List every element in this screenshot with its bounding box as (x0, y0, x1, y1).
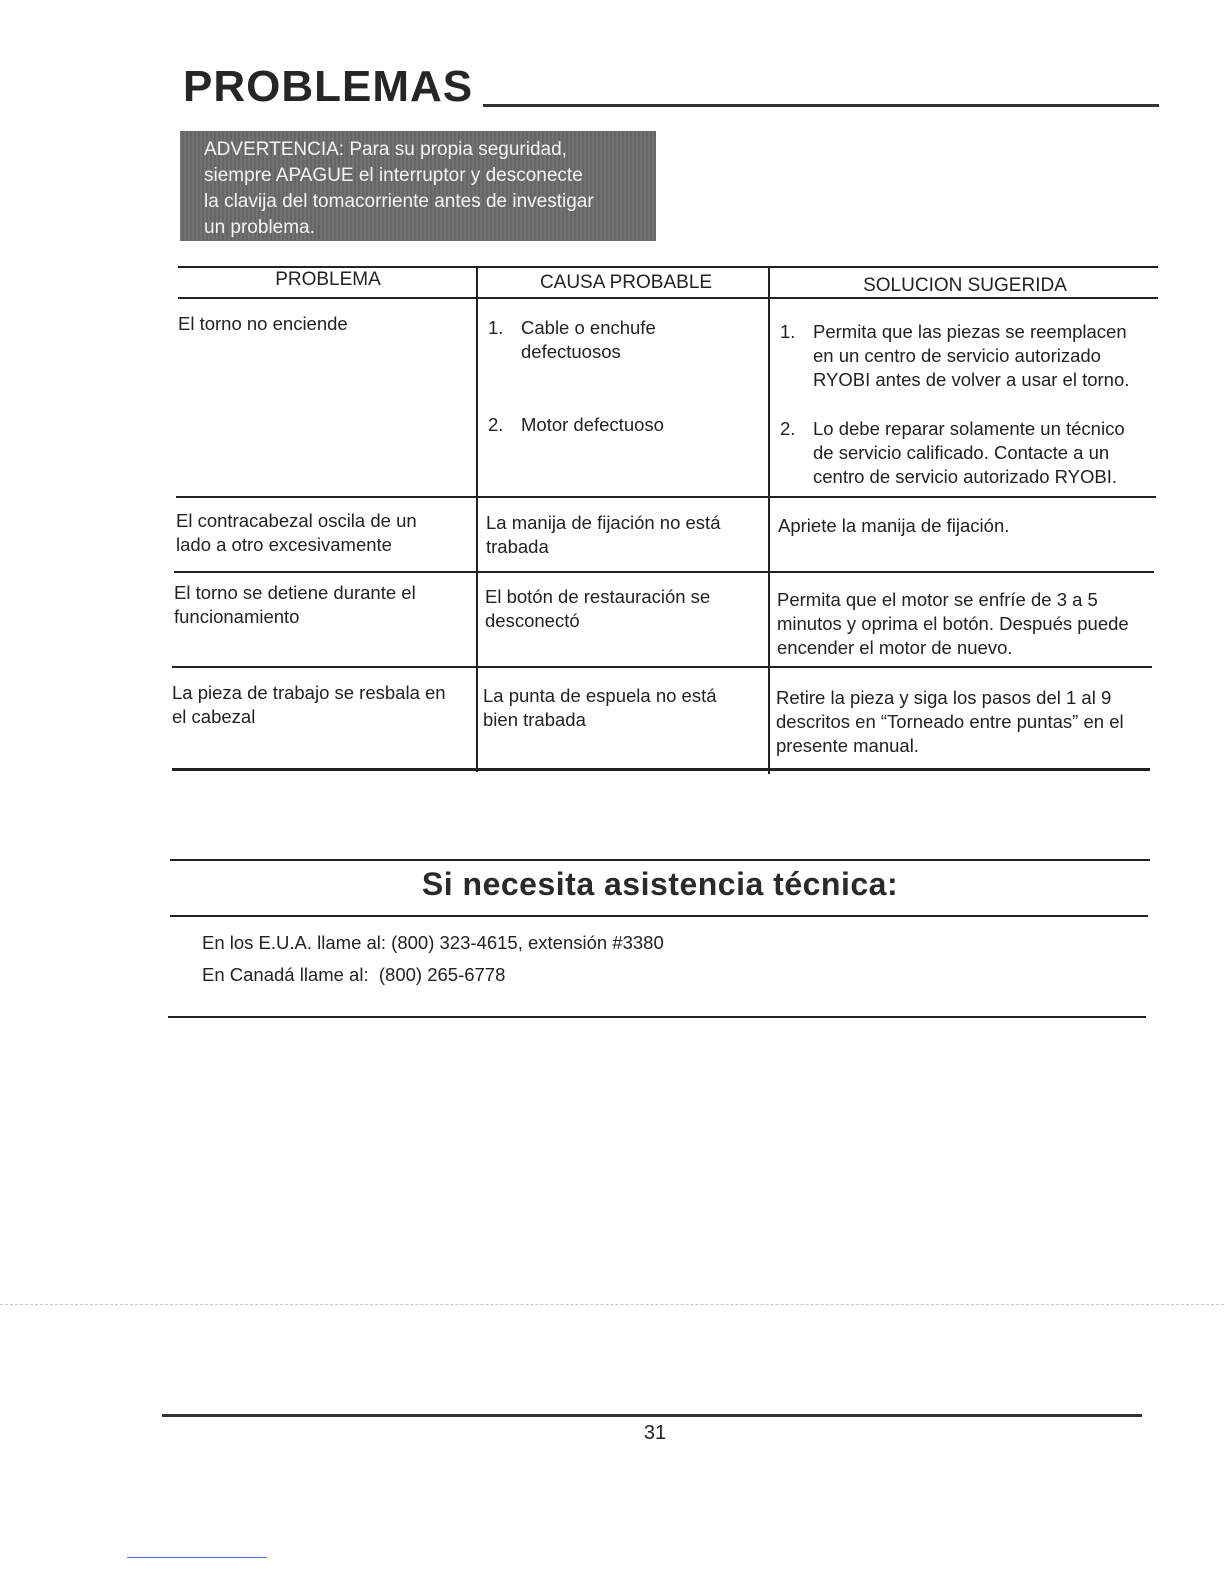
solution-item (780, 417, 1158, 491)
header-solucion-sugerida: SOLUCION SUGERIDA (863, 275, 1067, 296)
problem-cell (172, 681, 472, 729)
warning-line: un problema. (204, 217, 315, 238)
solution-text: Permita que el motor se enfríe de 3 a 5 (777, 589, 1098, 610)
scan-artifact-mark (127, 1557, 267, 1558)
item-number: 2. (780, 418, 796, 439)
cause-text: defectuosos (521, 341, 621, 362)
cause-text: bien trabada (483, 709, 586, 730)
solution-text: minutos y oprima el botón. Después puede (777, 613, 1129, 634)
cause-text: El botón de restauración se (485, 586, 711, 607)
cause-text: Motor defectuoso (521, 414, 664, 435)
solution-text: Lo debe reparar solamente un técnico (813, 418, 1125, 439)
cause-item (488, 316, 758, 366)
solution-text: RYOBI antes de volver a usar el torno. (813, 369, 1130, 390)
column-divider (476, 266, 478, 772)
problem-text: el cabezal (172, 706, 256, 727)
problem-text: El contracabezal oscila de un (176, 510, 417, 531)
row-rule (174, 571, 1154, 573)
solution-text: centro de servicio autorizado RYOBI. (813, 466, 1118, 487)
header-problema: PROBLEMA (275, 269, 381, 290)
canada-phone-line: En Canadá llame al: (800) 265-6778 (202, 964, 506, 985)
problem-cell (176, 509, 472, 557)
page-title: PROBLEMAS (183, 62, 474, 111)
problem-text: El torno se detiene durante el (174, 582, 416, 603)
solution-cell (776, 686, 1154, 758)
item-number: 1. (780, 321, 796, 342)
solution-text: encender el motor de nuevo. (777, 637, 1013, 658)
problem-text: funcionamiento (174, 606, 300, 627)
column-divider (768, 266, 770, 774)
header-causa-probable: CAUSA PROBABLE (539, 272, 713, 293)
problem-cell (174, 581, 470, 629)
footer-rule (162, 1414, 1142, 1417)
cause-text: La punta de espuela no está (483, 685, 717, 706)
problem-text: La pieza de trabajo se resbala en (172, 682, 446, 703)
solution-cell (777, 588, 1155, 660)
cause-text: Cable o enchufe (521, 317, 656, 338)
warning-line: siempre APAGUE el interruptor y desconecte (204, 165, 583, 186)
solution-item (780, 320, 1158, 394)
problem-text: El torno no enciende (178, 313, 348, 334)
assistance-bottom-rule (168, 1016, 1146, 1018)
cause-cell (483, 684, 761, 732)
solution-text: Retire la pieza y siga los pasos del 1 al 9 (776, 687, 1112, 708)
assistance-title: Si necesita asistencia técnica: (421, 866, 899, 902)
row-rule (172, 666, 1152, 668)
solution-text: descritos en “Torneado entre puntas” en el (776, 711, 1124, 732)
solution-text: presente manual. (776, 735, 919, 756)
warning-box (180, 131, 656, 241)
solution-cell (778, 514, 1156, 538)
scan-artifact-line (0, 1304, 1224, 1305)
cause-cell (486, 511, 764, 559)
solution-text: en un centro de servicio autorizado (813, 345, 1101, 366)
solution-text: Permita que las piezas se reemplacen (813, 321, 1127, 342)
cause-text: La manija de fijación no está (486, 512, 721, 533)
usa-phone-line: En los E.U.A. llame al: (800) 323-4615, extensión #3380 (202, 932, 664, 953)
title-rule (483, 104, 1159, 107)
assistance-mid-rule (170, 915, 1148, 917)
problem-text: lado a otro excesivamente (176, 534, 392, 555)
cause-text: trabada (486, 536, 549, 557)
solution-text: de servicio calificado. Contacte a un (813, 442, 1110, 463)
assistance-top-rule (170, 859, 1150, 861)
problem-cell (178, 312, 468, 336)
item-number: 2. (488, 414, 504, 435)
page-number: 31 (643, 1422, 667, 1444)
solution-text: Apriete la manija de fijación. (778, 515, 1010, 536)
warning-line: ADVERTENCIA: Para su propia seguridad, (204, 139, 567, 160)
cause-text: desconectó (485, 610, 580, 631)
cause-cell (485, 585, 763, 633)
row-rule (176, 496, 1156, 498)
table-bottom-rule (172, 768, 1150, 771)
item-number: 1. (488, 317, 504, 338)
warning-line: la clavija del tomacorriente antes de investigar (204, 191, 594, 212)
cause-item (488, 413, 758, 439)
